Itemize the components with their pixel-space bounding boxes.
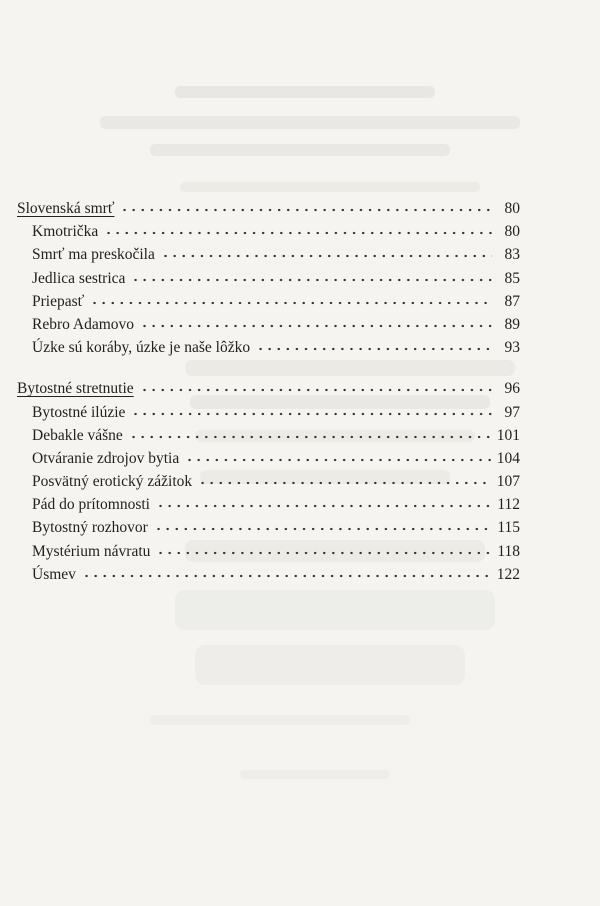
page-number: 97 [504,403,520,421]
dot-leader [154,526,492,532]
toc-entry-title: Jedlica sestrica [32,269,126,287]
toc-section-heading [17,197,520,220]
page-number: 80 [504,200,520,217]
toc-entry [17,220,520,243]
page-number: 85 [504,269,520,287]
toc-section [17,377,520,586]
toc-entry-title: Mystérium návratu [32,542,151,560]
dot-leader [90,300,492,306]
page-number: 83 [504,246,520,264]
page-number: 80 [504,223,520,241]
toc-heading-title: Slovenská smrť [17,200,115,217]
page-number: 122 [496,565,520,583]
toc-entry-title: Bytostný rozhovor [32,519,148,537]
toc-entry [17,470,520,493]
page-number: 87 [504,292,520,310]
page-number: 115 [497,519,520,537]
toc-entry [17,267,520,290]
page-number: 96 [504,380,520,398]
toc-entry [17,493,520,516]
toc-entry-title: Kmotrička [32,223,99,241]
dot-leader [185,457,491,463]
page-number: 89 [504,315,520,333]
toc-section [17,197,520,359]
page-number: 107 [496,473,520,491]
toc-entry [17,313,520,336]
dot-leader [131,277,492,283]
dot-leader [120,207,492,213]
page-number: 101 [496,426,520,444]
toc-entry [17,243,520,266]
toc-entry [17,424,520,447]
toc-entry [17,401,520,424]
dot-leader [198,480,491,486]
toc-entry-title: Rebro Adamovo [32,315,135,333]
page-number: 93 [504,339,520,357]
dot-leader [161,253,492,259]
toc-entry [17,290,520,313]
dot-leader [131,411,492,417]
dot-leader [140,387,492,393]
toc-entry-title: Pád do prítomnosti [32,496,150,514]
toc-entry [17,563,520,586]
toc-entry-title: Debakle vášne [32,426,123,444]
table-of-contents [17,197,520,604]
toc-entry-title: Úzke sú koráby, úzke je naše lôžko [32,339,251,357]
toc-section-heading [17,377,520,400]
page-number: 104 [496,449,520,467]
toc-entry-title: Otváranie zdrojov bytia [32,449,180,467]
toc-entry [17,516,520,539]
toc-entry [17,336,520,359]
toc-entry-title: Smrť ma preskočila [32,246,155,264]
toc-entry [17,447,520,470]
dot-leader [156,550,491,556]
toc-entry [17,540,520,563]
toc-entry-title: Priepasť [32,292,85,310]
dot-leader [256,346,492,352]
toc-entry-title: Posvätný erotický zážitok [32,473,193,491]
toc-entry-title: Bytostné ilúzie [32,403,126,421]
dot-leader [140,323,492,329]
dot-leader [82,573,491,579]
page-number: 118 [497,542,520,560]
dot-leader [156,503,491,509]
toc-entry-title: Úsmev [32,565,76,583]
dot-leader [129,434,491,440]
page-number: 112 [497,496,520,514]
dot-leader [104,230,492,236]
toc-heading-title: Bytostné stretnutie [17,380,134,398]
